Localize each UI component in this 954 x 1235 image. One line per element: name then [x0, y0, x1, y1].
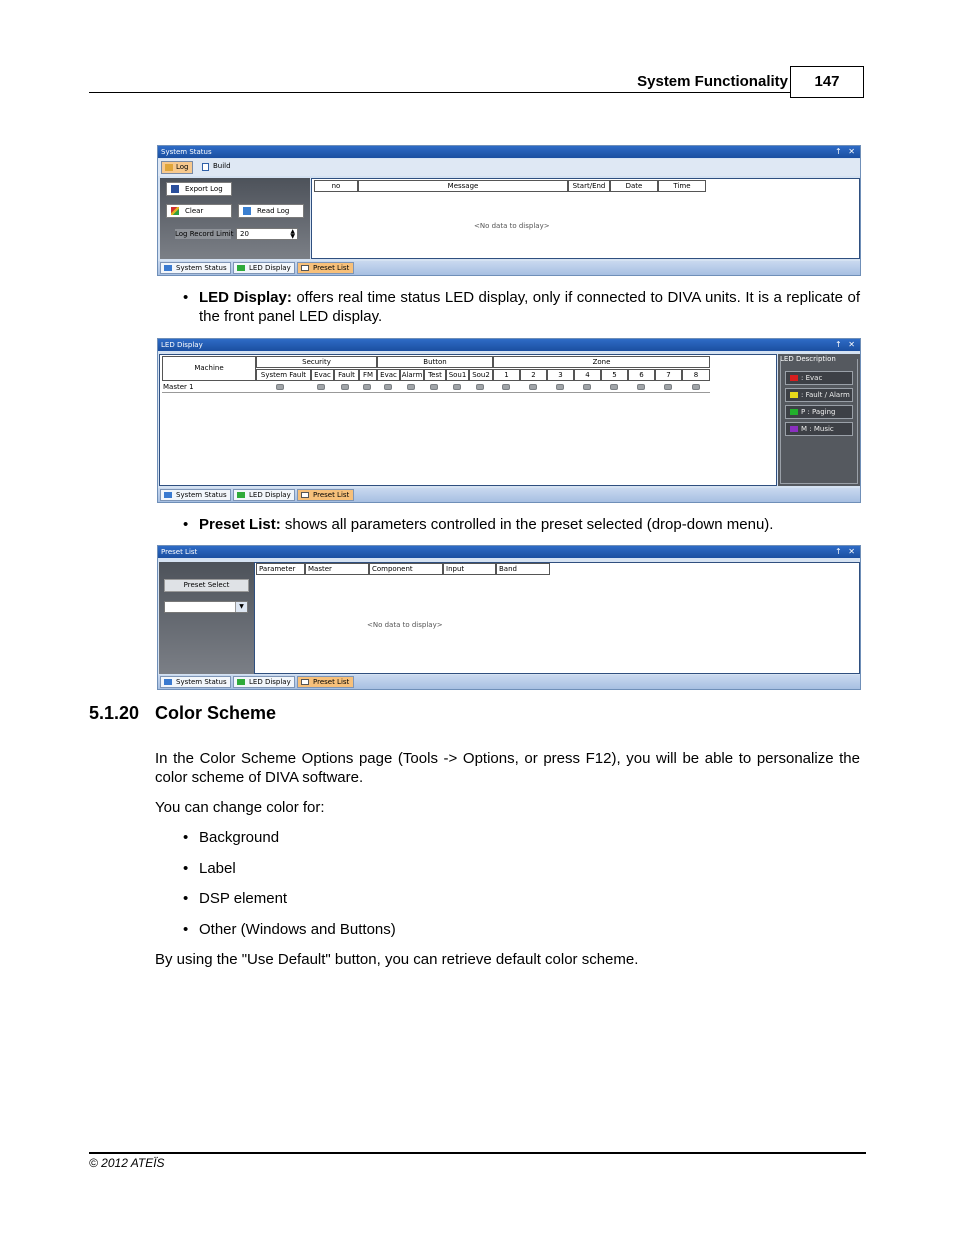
no-data-message: <No data to display> [367, 621, 443, 629]
column-header-fm[interactable]: FM [359, 369, 377, 381]
led-indicator [430, 384, 438, 390]
column-header-sou2[interactable]: Sou2 [469, 369, 493, 381]
build-icon [202, 163, 209, 171]
log-record-limit-spinner[interactable] [236, 228, 298, 240]
log-toolbar [158, 159, 860, 176]
column-header-no[interactable]: no [314, 180, 358, 192]
column-header-zone-3[interactable]: 3 [547, 369, 574, 381]
tab-led-display[interactable]: LED Display [233, 489, 295, 501]
column-header-system-fault[interactable]: System Fault [256, 369, 311, 381]
led-indicator [363, 384, 371, 390]
document-tab-bar [158, 675, 860, 689]
chevron-down-icon[interactable]: ▼ [235, 602, 247, 612]
list-item: • Background [199, 828, 279, 847]
led-indicator [556, 384, 564, 390]
led-display-title: LED Display [161, 341, 203, 349]
column-header-zone-2[interactable]: 2 [520, 369, 547, 381]
tab-led-display[interactable]: LED Display [233, 676, 295, 688]
tab-system-status[interactable]: System Status [160, 262, 231, 274]
group-header-zone: Zone [493, 356, 710, 368]
preset-list-icon [301, 679, 309, 685]
led-indicator [664, 384, 672, 390]
spinner-arrows-icon[interactable]: ▲ ▼ [290, 228, 295, 240]
column-header-alarm[interactable]: Alarm [401, 371, 423, 379]
column-header-test[interactable]: Test [424, 369, 446, 381]
column-header-zone-8[interactable]: 8 [682, 369, 710, 381]
fault-alarm-color-swatch [790, 392, 798, 398]
tab-preset-list[interactable]: Preset List [297, 489, 354, 501]
column-header-machine[interactable]: Machine [162, 356, 256, 381]
led-display-bullet [199, 288, 860, 326]
evac-color-swatch [790, 375, 798, 381]
default-paragraph: By using the "Use Default" button, you can retrieve default color scheme. [155, 951, 639, 968]
led-display-titlebar [158, 339, 860, 351]
change-paragraph: You can change color for: [155, 799, 325, 816]
led-display-icon [237, 265, 245, 271]
read-log-icon [243, 207, 251, 215]
save-icon [171, 185, 179, 193]
preset-list-screenshot [157, 545, 861, 690]
led-description-title: LED Description [780, 355, 836, 363]
log-icon [165, 164, 173, 171]
column-header-zone-1[interactable]: 1 [493, 369, 520, 381]
preset-list-icon [301, 492, 309, 498]
led-indicator [502, 384, 510, 390]
read-log-button[interactable]: Read Log [238, 204, 304, 218]
preset-list-term: Preset List: [199, 516, 281, 533]
clear-icon [171, 207, 179, 215]
preset-list-titlebar [158, 546, 860, 558]
column-header-sou1[interactable]: Sou1 [446, 369, 469, 381]
system-status-title: System Status [161, 148, 212, 156]
window-controls-icon[interactable]: ↑ ✕ [835, 147, 857, 156]
page-number: 147 [790, 66, 864, 98]
tab-preset-list[interactable]: Preset List [297, 676, 354, 688]
log-grid [311, 178, 860, 259]
header-title: System Functionality [637, 73, 788, 90]
led-description-panel [778, 354, 860, 486]
preset-list-bullet [199, 515, 773, 534]
section-title: Color Scheme [155, 703, 277, 723]
led-indicator [692, 384, 700, 390]
column-header-band[interactable]: Band [496, 563, 550, 575]
led-description-music[interactable]: M : Music [785, 422, 853, 436]
led-description-paging[interactable]: P : Paging [785, 405, 853, 419]
led-indicator [453, 384, 461, 390]
list-item: • Label [199, 859, 236, 878]
tab-log[interactable] [161, 161, 193, 174]
column-header-input[interactable]: Input [443, 563, 496, 575]
system-status-icon [164, 679, 172, 685]
led-indicator [341, 384, 349, 390]
column-header-button-evac[interactable]: Evac [377, 369, 400, 381]
led-indicator [583, 384, 591, 390]
led-indicator [276, 384, 284, 390]
document-tab-bar [158, 261, 860, 275]
list-item: • DSP element [199, 889, 287, 908]
section-heading [89, 703, 276, 724]
header-rule [89, 92, 791, 93]
tab-log-label: Log [176, 163, 189, 171]
column-header-zone-5[interactable]: 5 [601, 369, 628, 381]
led-display-icon [237, 492, 245, 498]
preset-select-dropdown[interactable] [164, 601, 248, 613]
tab-system-status[interactable]: System Status [160, 676, 231, 688]
column-header-parameter[interactable]: Parameter [256, 563, 305, 575]
tab-build-label: Build [213, 162, 231, 170]
led-indicator [610, 384, 618, 390]
column-header-component[interactable]: Component [369, 563, 443, 575]
led-description-fault-alarm[interactable]: : Fault / Alarm [785, 388, 853, 402]
column-header-security-evac[interactable]: Evac [311, 369, 334, 381]
led-display-screenshot [157, 338, 861, 503]
led-indicator [529, 384, 537, 390]
column-header-master[interactable]: Master [305, 563, 369, 575]
tab-preset-list[interactable]: Preset List [297, 262, 354, 274]
tab-build[interactable] [199, 161, 231, 174]
intro-paragraph: In the Color Scheme Options page (Tools -> Options, or press F12), you will be able to personalize the color scheme of DIVA software. [155, 750, 860, 786]
led-indicator [476, 384, 484, 390]
system-status-titlebar [158, 146, 860, 158]
column-header-zone-7[interactable]: 7 [655, 369, 682, 381]
led-indicator [407, 384, 415, 390]
table-row[interactable] [162, 382, 710, 393]
log-record-limit-value: 20 [240, 230, 249, 238]
tab-system-status[interactable]: System Status [160, 489, 231, 501]
export-log-button[interactable]: Export Log [166, 182, 232, 196]
system-status-icon [164, 492, 172, 498]
preset-list-title: Preset List [161, 548, 198, 556]
led-display-icon [237, 679, 245, 685]
footer-copyright: © 2012 ATEÏS [89, 1156, 165, 1170]
system-status-icon [164, 265, 172, 271]
window-controls-icon[interactable]: ↑ ✕ [835, 547, 857, 556]
led-grid [159, 354, 777, 486]
column-header-message[interactable]: Message [358, 180, 568, 192]
window-controls-icon[interactable]: ↑ ✕ [835, 340, 857, 349]
led-indicator [637, 384, 645, 390]
no-data-message: <No data to display> [474, 222, 550, 230]
column-header-date[interactable]: Date [610, 180, 658, 192]
preset-select-panel [159, 562, 254, 674]
tab-led-display[interactable]: LED Display [233, 262, 295, 274]
footer-rule [89, 1152, 866, 1154]
column-header-zone-6[interactable]: 6 [628, 369, 655, 381]
preset-list-icon [301, 265, 309, 271]
clear-button[interactable]: Clear [166, 204, 232, 218]
preset-list-text: shows all parameters controlled in the preset selected (drop-down menu). [280, 516, 774, 533]
paging-color-swatch [790, 409, 798, 415]
led-description-evac[interactable]: : Evac [785, 371, 853, 385]
led-display-term: LED Display: [199, 289, 292, 306]
section-number: 5.1.20 [89, 703, 140, 723]
column-header-fault[interactable]: Fault [334, 369, 359, 381]
row-machine-name: Master 1 [163, 383, 194, 391]
column-header-time[interactable]: Time [658, 180, 706, 192]
system-status-screenshot [157, 145, 861, 276]
led-display-text: offers real time status LED display, only if connected to DIVA units. It is a replicate of the front panel LED display. [199, 289, 860, 325]
group-header-security: Security [256, 356, 377, 368]
preset-select-label: Preset Select [164, 579, 249, 592]
log-control-panel [160, 178, 310, 259]
document-tab-bar [158, 488, 860, 502]
column-header-zone-4[interactable]: 4 [574, 369, 601, 381]
column-header-start-end[interactable]: Start/End [568, 180, 610, 192]
music-color-swatch [790, 426, 798, 432]
led-indicator [384, 384, 392, 390]
led-indicator [317, 384, 325, 390]
log-record-limit-label: Log Record Limit [175, 230, 234, 238]
list-item: • Other (Windows and Buttons) [199, 920, 396, 939]
group-header-button: Button [377, 356, 493, 368]
preset-grid [254, 562, 860, 674]
